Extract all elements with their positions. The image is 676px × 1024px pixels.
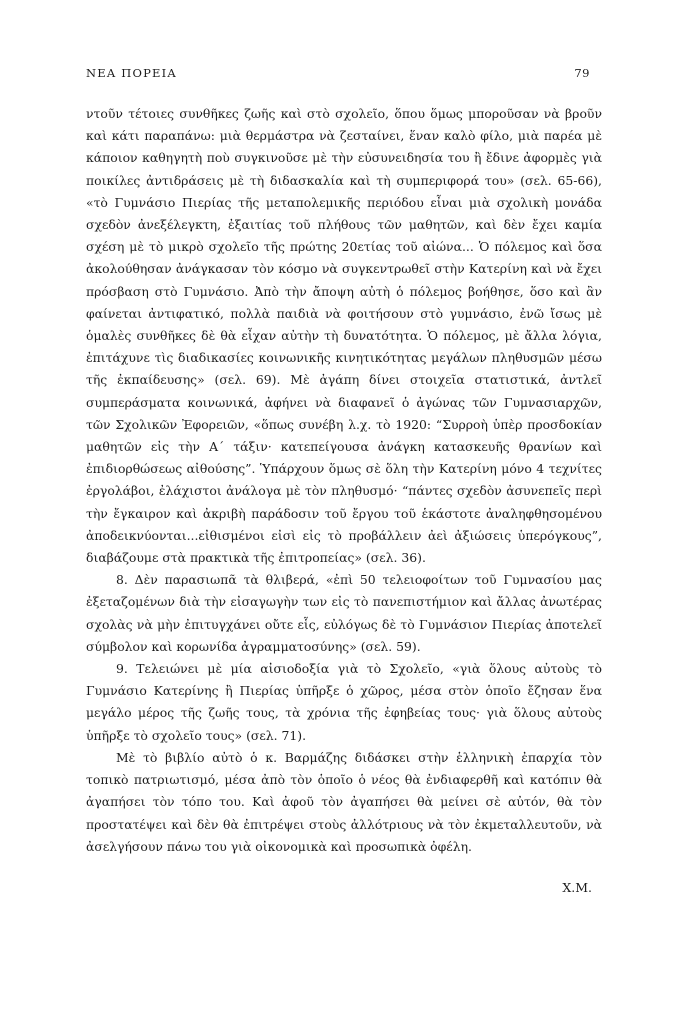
running-header [86,66,590,84]
page-number: 79 [574,66,590,80]
paragraph-continued: ντοῦν τέτοιες συνθῆκες ζωῆς καὶ στὸ σχολεῖο, ὅπου ὅμως μποροῦσαν νὰ βροῦν καὶ κάτι παραπάνω: μιὰ θερμάστρα νὰ ζεσταίνει, ἕναν καλὸ φίλο, μιὰ παρέα μὲ κάποιον καθηγητὴ ποὺ συγκινοῦσε μὲ τὴν εὐσυνειδησία του ἢ ἔδινε ἀφορμὲς γιὰ ποικίλες ἀντιδράσεις μὲ τὴ διδασκαλία καὶ τὴ συμπεριφορά του» (σελ. 65-66), «τὸ Γυμνάσιο Πιερίας τῆς μεταπολεμικῆς περιόδου εἶναι μιὰ σχολικὴ μονάδα σχεδὸν ἀνεξέλεγκτη, ἐξαιτίας τοῦ πλήθους τῶν μαθητῶν, καὶ δὲν ἔχει καμία σχέση μὲ τὸ μικρὸ σχολεῖο τῆς πρώτης 20ετίας τοῦ αἰώνα... Ὁ πόλεμος καὶ ὅσα ἀκολούθησαν ἀνάγκασαν τὸν κόσμο νὰ συγκεντρωθεῖ στὴν Κατερίνη καὶ νὰ ἔχει πρόσβαση στὸ Γυμνάσιο. Ἀπὸ τὴν ἄποψη αὐτὴ ὁ πόλεμος βοήθησε, ὅσο καὶ ἂν φαίνεται ἀντιφατικό, πολλὰ παιδιὰ νὰ φοιτήσουν στὸ γυμνάσιο, ἐνῶ ἴσως μὲ ὁμαλὲς συνθῆκες δὲ θὰ εἶχαν αὐτὴν τὴ δυνατότητα. Ὁ πόλεμος, μὲ ἄλλα λόγια, ἐπιτάχυνε τὶς διαδικασίες κοινωνικῆς κινητικότητας μεγάλων πληθυσμῶν μέσω τῆς ἐκπαίδευσης» (σελ. 69). Μὲ ἀγάπη δίνει στοιχεῖα στατιστικά, ἀντλεῖ συμπεράσματα κοινωνικά, ἀφήνει νὰ διαφανεῖ ὁ ἀγώνας τῶν Γυμνασιαρχῶν, τῶν Σχολικῶν Ἐφορειῶν, «ὅπως συνέβη λ.χ. τὸ 1920: “Συρροὴ ὑπὲρ προσδοκίαν μαθητῶν εἰς τὴν Α΄ τάξιν· κατεπείγουσα ἀνάγκη κατασκευῆς θρανίων καὶ ἐπιδιορθώσεως αἰθούσης”. Ὑπάρχουν ὅμως σὲ ὅλη τὴν Κατερίνη μόνο 4 τεχνίτες ἐργολάβοι, ἐλάχιστοι ἀνάλογα μὲ τὸν πληθυσμό· “πάντες σχεδὸν ἀσυνεπεῖς περὶ τὴν ἔγκαιρον καὶ ἀκριβὴ παράδοσιν τοῦ ἔργου τοῦ ἑκάστοτε ἀναληφθησομένου ἀποδεικνύονται...εἰθισμένοι εἰσὶ εἰς τὸ προβάλλειν ἀεὶ ἀξιώσεις ὑπερόγκους”, διαβάζουμε στὰ πρακτικὰ τῆς ἐπιτροπείας» (σελ. 36). [86,106,602,566]
paragraph-point-8: 8. Δὲν παρασιωπᾶ τὰ θλιβερά, «ἐπὶ 50 τελειοφοίτων τοῦ Γυμνασίου μας ἐξεταζομένων διὰ τὴν εἰσαγωγὴν των εἰς τὸ πανεπιστήμιον καὶ ἄλλας ἀνωτέρας σχολὰς νὰ μὴν ἐπιτυγχάνει οὔτε εἷς, εὐλόγως δὲ τὸ Γυμνάσιον Πιερίας ἀποτελεῖ σύμβολον καὶ κορωνίδα ἀγραμματοσύνης» (σελ. 59). [86,572,602,654]
author-initials: Χ.Μ. [562,880,592,895]
running-title: ΝΕΑ ΠΟΡΕΙΑ [86,66,177,80]
paragraph-point-9: 9. Τελειώνει μὲ μία αἰσιοδοξία γιὰ τὸ Σχολεῖο, «γιὰ ὅλους αὐτοὺς τὸ Γυμνάσιο Κατερίνης ἢ Πιερίας ὑπῆρξε ὁ χῶρος, μέσα στὸν ὁποῖο ἔζησαν ἕνα μεγάλο μέρος τῆς ζωῆς τους, τὰ χρόνια τῆς ἐφηβείας τους· γιὰ ὅλους αὐτοὺς ὑπῆρξε τὸ σχολεῖο τους» (σελ. 71). [86,661,602,743]
page-body [86,103,602,858]
paragraph-conclusion: Μὲ τὸ βιβλίο αὐτὸ ὁ κ. Βαρμάζης διδάσκει στὴν ἑλληνικὴ ἐπαρχία τὸν τοπικὸ πατριωτισμό, μέσα ἀπὸ τὸν ὁποῖο ὁ νέος θὰ ἐνδιαφερθῆ καὶ κατόπιν θὰ ἀγαπήσει τὸν τόπο του. Καὶ ἀφοῦ τὸν ἀγαπήσει θὰ μείνει σὲ αὐτόν, θὰ τὸν προστατέψει καὶ δὲν θὰ ἐπιτρέψει στοὺς ἀλλότριους νὰ τὸν ἐκμεταλλευτοῦν, νὰ ἀσελγήσουν πάνω του γιὰ οἰκονομικὰ καὶ προσωπικὰ ὀφέλη. [86,749,602,854]
